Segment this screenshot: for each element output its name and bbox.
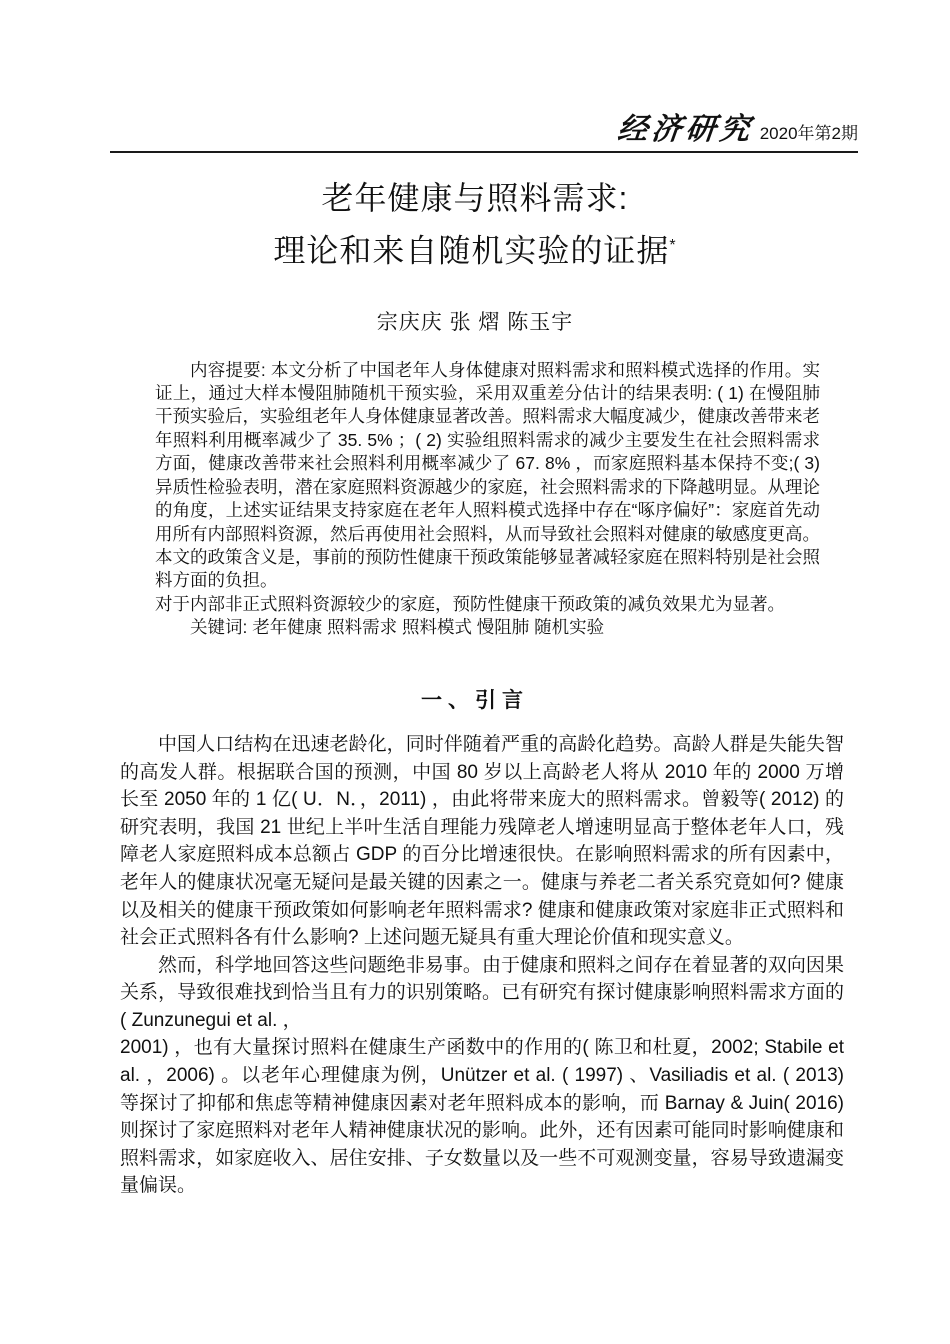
body-paragraph: 2001) ，也有大量探讨照料在健康生产函数中的作用的( 陈卫和杜夏，2002; Stabile et al. ，2006) 。以老年心理健康为例，Unützer et al. ( 1997) 、Vasiliadis et al. ( 2013) 等探讨了抑郁和焦虑等精神健康因素对老年照料成本的影响，而 Barnay & Juin( 2016) 则探讨了家庭照料对老年人精神健康状况的影响。此外，还有因素可能同时影响健康和照料需求，如家庭收入、居住安排、子女数量以及一些不可观测变量，容易导致遗漏变量偏误。: [120, 1037, 844, 1197]
paper-title-line1: 老年健康与照料需求:: [321, 180, 629, 216]
abstract-block: [155, 359, 820, 640]
body-paragraph: 中国人口结构在迅速老龄化，同时伴随着严重的高龄化趋势。高龄人群是失能失智的高发人群。根据联合国的预测，中国 80 岁以上高龄老人将从 2010 年的 2000 万增长至 2050 年的 1 亿( U．N．，2011) ，由此将带来庞大的照料需求。曾毅等( 2012) 的研究表明，我国 21 世纪上半叶生活自理能力残障老人增速明显高于整体老年人口，残障老人家庭照料成本总额占 GDP 的百分比增速很快。在影响照料需求的所有因素中，老年人的健康状况毫无疑问是最关键的因素之一。健康与养老二者关系究竟如何? 健康以及相关的健康干预政策如何影响老年照料需求? 健康和健康政策对家庭非正式照料和社会正式照料各有什么影响? 上述问题无疑具有重大理论价值和现实意义。: [120, 733, 844, 949]
paper-title: [0, 175, 950, 275]
abstract-paragraph-continuation: 对于内部非正式照料资源较少的家庭，预防性健康干预政策的减负效果尤为显著。: [155, 593, 785, 614]
body-paragraph: 然而，科学地回答这些问题绝非易事。由于健康和照料之间存在着显著的双向因果关系，导致很难找到恰当且有力的识别策略。已有研究有探讨健康影响照料需求方面的( Zunzunegui et al. ，: [120, 954, 844, 1031]
title-footnote-marker: *: [669, 237, 677, 254]
section-heading-introduction: 一、引言: [421, 688, 529, 712]
paper-title-line2: 理论和来自随机实验的证据: [273, 232, 670, 269]
authors-line: 宗庆庆 张 熠 陈玉宇: [376, 310, 574, 334]
journal-logo: 经济研究: [615, 113, 756, 146]
introduction-body: [120, 731, 844, 1200]
page-header: [110, 104, 858, 153]
abstract-paragraph: 内容提要: 本文分析了中国老年人身体健康对照料需求和照料模式选择的作用。实证上，通过大样本慢阻肺随机干预实验，采用双重差分估计的结果表明: ( 1) 在慢阻肺干预实验后，实验组老年人身体健康显著改善。照料需求大幅度减少，健康改善带来老年照料利用概率减少了 35. 5% ；( 2) 实验组照料需求的减少主要发生在社会照料需求方面，健康改善带来社会照料利用概率减少了 67. 8% ，而家庭照料基本保持不变;( 3) 异质性检验表明，潜在家庭照料资源越少的家庭，社会照料需求的下降越明显。从理论的角度，上述实证结果支持家庭在老年人照料模式选择中存在“啄序偏好”：家庭首先动用所有内部照料资源，然后再使用社会照料，从而导致社会照料对健康的敏感度更高。本文的政策含义是，事前的预防性健康干预政策能够显著减轻家庭在照料特别是社会照料方面的负担。: [155, 359, 820, 591]
keywords-line: 关键词: 老年健康 照料需求 照料模式 慢阻肺 随机实验: [190, 617, 605, 638]
issue-label: 2020年第2期: [759, 124, 858, 143]
